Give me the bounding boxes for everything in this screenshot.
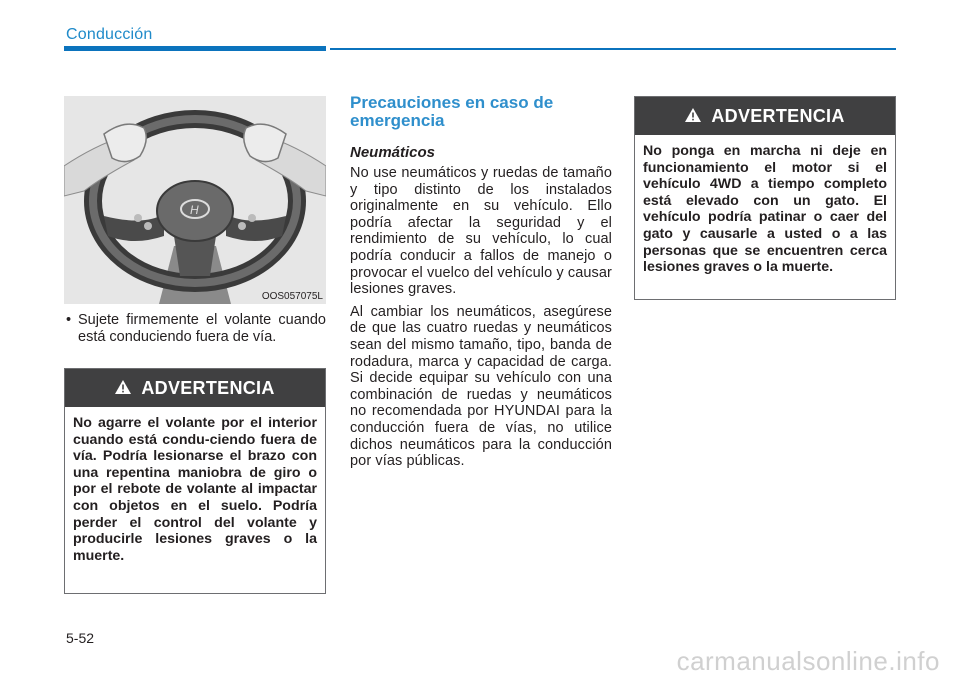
header-rule-thin: [330, 48, 896, 50]
warning-title: ADVERTENCIA: [711, 105, 845, 126]
warning-triangle-icon: [685, 106, 701, 127]
page-number: 5-52: [66, 630, 95, 646]
section-title: Conducción: [66, 26, 153, 43]
bullet-dot: •: [66, 312, 72, 328]
warning-title: ADVERTENCIA: [141, 377, 275, 398]
steering-wheel-hands-icon: [64, 96, 326, 304]
tires-subheading: Neumáticos: [350, 144, 436, 161]
figure-code: OOS057075L: [261, 291, 323, 302]
warning-text: No agarre el volante por el interior cuando está condu-ciendo fuera de vía. Podría lesionarse el brazo con una repentina maniobra de giro o por el rebote de volante al impactar con objetos en el suelo. Podría perder el control del volante y producirle lesiones graves o la muerte.: [73, 415, 317, 564]
tires-paragraph-2: Al cambiar los neumáticos, asegúrese de que las cuatro ruedas y neumáticos sean del mismo tamaño, tipo, banda de rodadura, marca y capacidad de carga. Si decide equipar su vehículo con una combinación de ruedas y neumáticos no recomendada por HYUNDAI para la conducción fuera de vías, no utilice dichos neumáticos para la conducción por vías públicas.: [350, 303, 612, 470]
warning-header: [635, 97, 895, 135]
tires-paragraph-1: No use neumáticos y ruedas de tamaño y tipo distinto de los instalados originalmente en su vehículo. Ello podría afectar la seguridad y el rendimiento de su vehículo, lo cual podría conducir a fallos de manejo o provocar el vuelco del vehículo y causar lesiones graves.: [350, 165, 612, 298]
warning-triangle-icon: [115, 378, 131, 399]
header-rule-thick: [64, 46, 326, 51]
warning-box-steering: [64, 368, 326, 594]
svg-text:H: H: [190, 203, 199, 217]
watermark: carmanualsonline.info: [676, 646, 940, 676]
emergency-heading: Precauciones en caso de emergencia: [350, 93, 554, 130]
warning-box-4wd: [634, 96, 896, 300]
bullet-text: Sujete firmemente el volante cuando está conduciendo fuera de vía.: [78, 312, 326, 345]
bullet-item: [64, 312, 326, 346]
warning-text: No ponga en marcha ni deje en funcionamiento el motor si el vehículo 4WD a tiempo completo está elevado con un gato. El vehículo podría patinar o caer del gato y causarle a usted o a las personas que se encuentren cerca lesiones graves o la muerte.: [643, 143, 887, 276]
emergency-section: [350, 94, 612, 476]
warning-header: [65, 369, 325, 407]
steering-wheel-figure: [64, 96, 326, 304]
